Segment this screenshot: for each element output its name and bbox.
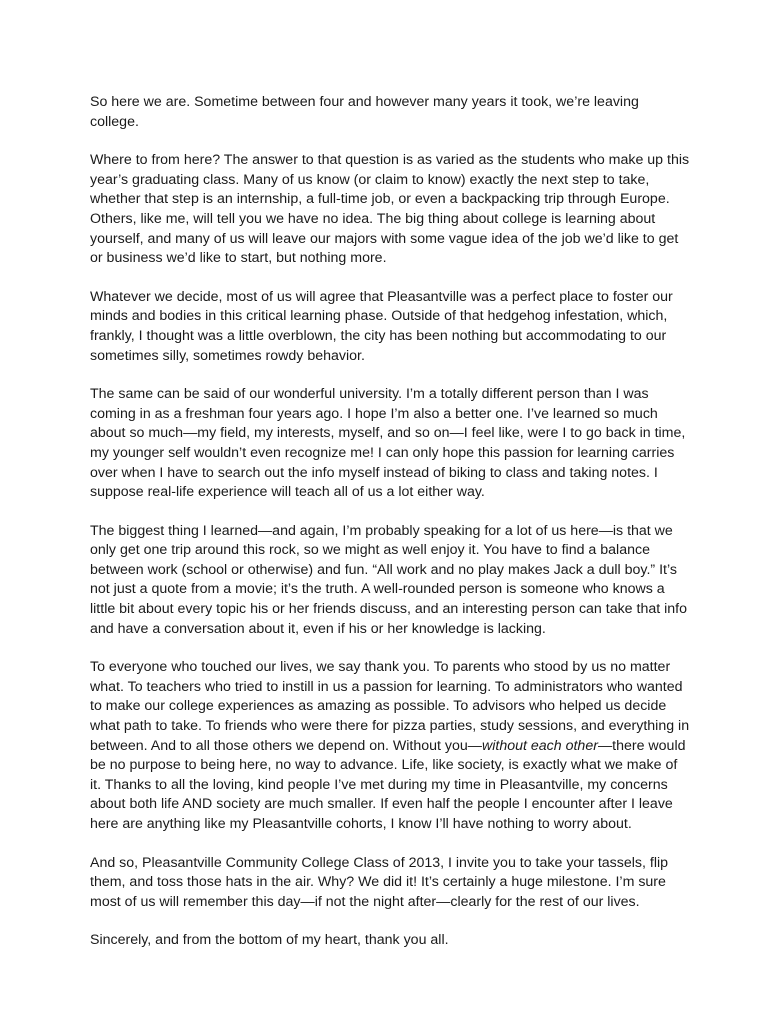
thank-you-emphasis: without each other <box>482 737 598 754</box>
paragraph-pleasantville-city: Whatever we decide, most of us will agree that Pleasantville was a perfect place to foster our minds and bodies in this critical learning phase. Outside of that hedgehog infestation, which, frankly, I thought was a little overblown, the city has been nothing but accommodating to our sometimes silly, sometimes rowdy behavior. <box>90 288 673 364</box>
thank-you-text-end: —there would be no purpose to being here, no way to advance. Life, like society, is exactly what we make of it. Thanks to all the loving, kind people I’ve met during my time in Pleasantville, my concerns about both life AND society are much smaller. If even half the people I encounter after I leave here are anything like my Pleasantville cohorts, I know I’ll have nothing to worry about. <box>90 737 686 832</box>
paragraph-thank-you <box>90 658 690 834</box>
paragraph-closing: Sincerely, and from the bottom of my heart, thank you all. <box>90 932 449 949</box>
paragraph-university: The same can be said of our wonderful university. I’m a totally different person than I was coming in as a freshman four years ago. I hope I’m also a better one. I’ve learned so much about so much—my field, my interests, myself, and so on—I feel like, were I to go back in time, my younger self wouldn’t even recognize me! I can only hope this passion for learning carries over when I have to search out the info myself instead of biking to class and taking notes. I suppose real-life experience will teach all of us a lot either way. <box>90 386 686 501</box>
paragraph-class-of-2013: And so, Pleasantville Community College Class of 2013, I invite you to take your tassels, flip them, and toss those hats in the air. Why? We did it! It’s certainly a huge milestone. I’m sure most of us will remember this day—if not the night after—clearly for the rest of our lives. <box>90 854 669 910</box>
paragraph-opening: So here we are. Sometime between four and however many years it took, we’re leaving college. <box>90 94 639 130</box>
paragraph-biggest-lesson: The biggest thing I learned—and again, I’m probably speaking for a lot of us here—is that we only get one trip around this rock, so we might as well enjoy it. You have to find a balance between work (school or otherwise) and fun. “All work and no play makes Jack a dull boy.” It’s not just a quote from a movie; it’s the truth. A well-rounded person is someone who knows a little bit about every topic his or her friends discuss, and an interesting person can take that info and have a conversation about it, even if his or her knowledge is lacking. <box>90 522 687 637</box>
letter-body <box>90 93 690 970</box>
paragraph-where-to-from-here: Where to from here? The answer to that question is as varied as the students who make up this year’s graduating class. Many of us know (or claim to know) exactly the next step to take, whether that step is an internship, a full-time job, or even a backpacking trip through Europe. Others, like me, will tell you we have no idea. The big thing about college is learning about yourself, and many of us will leave our majors with some vague idea of the job we’d like to get or business we’d like to start, but nothing more. <box>90 152 690 267</box>
thank-you-text-start: To everyone who touched our lives, we say thank you. To parents who stood by us no matter what. To teachers who tried to instill in us a passion for learning. To administrators who wanted to make our college experiences as amazing as possible. To advisors who helped us decide what path to take. To friends who were there for pizza parties, study sessions, and everything in between. And to all those others we depend on. Without you— <box>90 659 690 754</box>
